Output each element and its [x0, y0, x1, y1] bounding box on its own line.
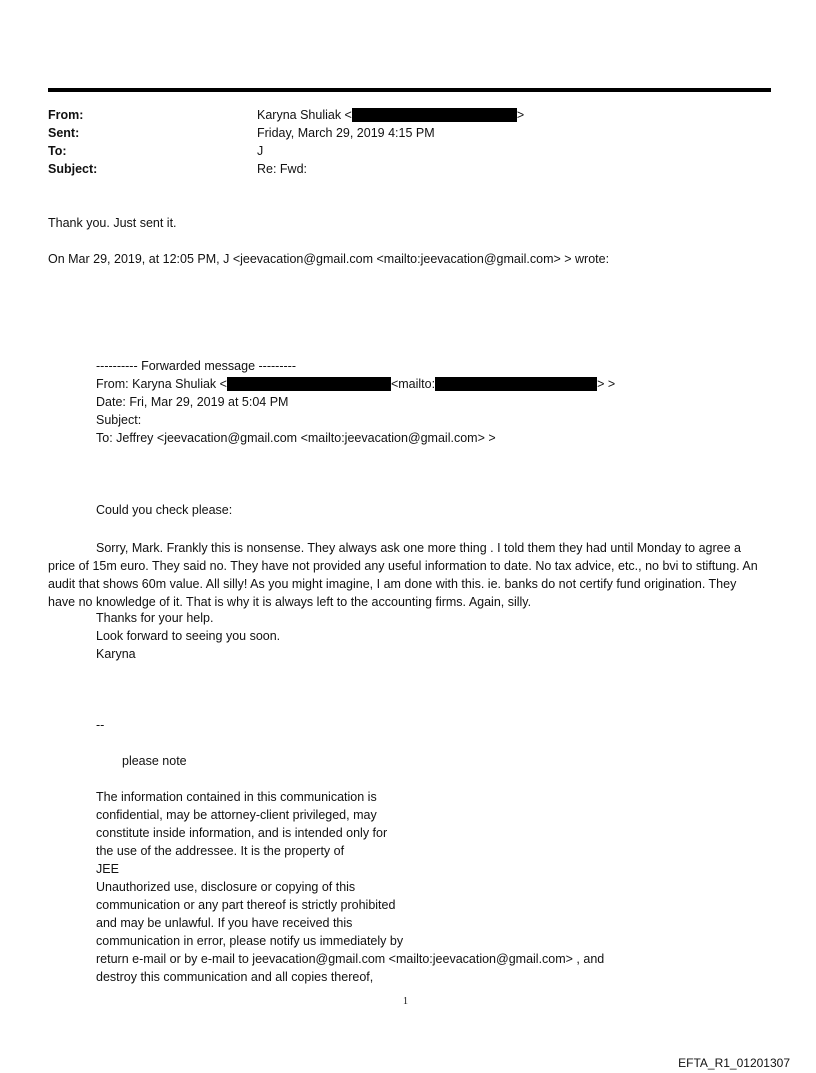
check-request: Could you check please: — [96, 503, 233, 517]
notice-line: The information contained in this communication is — [96, 790, 377, 804]
please-note: please note — [122, 754, 187, 768]
redaction-box — [227, 377, 391, 391]
notice-line: confidential, may be attorney-client privileged, may — [96, 808, 377, 822]
notice-line: communication in error, please notify us immediately by — [96, 934, 404, 948]
redaction-box — [352, 108, 517, 122]
signature-separator: -- — [96, 718, 105, 732]
reply-text: Thank you. Just sent it. — [48, 216, 177, 230]
forwarded-to: To: Jeffrey <jeevacation@gmail.com <mailto:jeevacation@gmail.com> > — [96, 431, 496, 445]
thanks-line: Thanks for your help. — [96, 611, 214, 625]
from-value — [257, 108, 524, 122]
forwarded-subject: Subject: — [96, 413, 142, 427]
forwarded-from-prefix: From: Karyna Shuliak < — [96, 377, 227, 391]
notice-line: the use of the addressee. It is the property of — [96, 844, 345, 858]
subject-label: Subject: — [48, 162, 98, 176]
forwarded-mailto-prefix: <mailto: — [390, 377, 436, 391]
message-paragraph: Sorry, Mark. Frankly this is nonsense. They always ask one more thing . I told them they had until Monday to agree a price of 15m euro. They said no. They have not provided any useful information to date. No tax advice, etc., no bvi to stiftung. An audit that shows 60m value. All silly! As you might imagine, I am done with this. ie. banks do not certify fund origination. They have no knowledge of it. That is why it is always left to the accounting firms. Again, silly. — [48, 541, 758, 609]
signature: Karyna — [96, 647, 136, 661]
header-rule — [48, 88, 771, 92]
notice-line: destroy this communication and all copies thereof, — [96, 970, 374, 984]
bates-number: EFTA_R1_01201307 — [678, 1056, 790, 1070]
notice-line: and may be unlawful. If you have received this — [96, 916, 353, 930]
from-name: Karyna Shuliak < — [257, 108, 352, 122]
page-number: 1 — [403, 996, 408, 1007]
redaction-box — [435, 377, 597, 391]
subject-value: Re: Fwd: — [257, 162, 308, 176]
forwarded-date: Date: Fri, Mar 29, 2019 at 5:04 PM — [96, 395, 289, 409]
look-forward-line: Look forward to seeing you soon. — [96, 629, 281, 643]
notice-line: constitute inside information, and is intended only for — [96, 826, 388, 840]
from-label: From: — [48, 108, 84, 122]
notice-line: JEE — [96, 862, 119, 876]
notice-line: return e-mail or by e-mail to jeevacation@gmail.com <mailto:jeevacation@gmail.com> , and — [96, 952, 605, 966]
quote-attribution: On Mar 29, 2019, at 12:05 PM, J <jeevacation@gmail.com <mailto:jeevacation@gmail.com> > wrote: — [48, 252, 610, 266]
forwarded-from-suffix: > > — [597, 377, 616, 391]
notice-line: communication or any part thereof is strictly prohibited — [96, 898, 396, 912]
sent-value: Friday, March 29, 2019 4:15 PM — [257, 126, 435, 140]
sent-label: Sent: — [48, 126, 80, 140]
forwarded-from — [96, 377, 615, 391]
notice-line: Unauthorized use, disclosure or copying of this — [96, 880, 356, 894]
from-close: > — [516, 108, 525, 122]
to-value: J — [257, 144, 264, 158]
to-label: To: — [48, 144, 67, 158]
forwarded-divider: ---------- Forwarded message --------- — [96, 359, 296, 373]
